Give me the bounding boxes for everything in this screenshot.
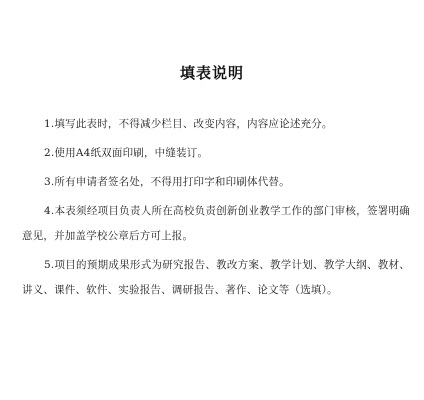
instruction-item-4: 4.本表须经项目负责人所在高校负责创新创业教学工作的部门审核，签署明确意见，并加盖学校公章后方可上报。 — [22, 205, 410, 242]
instruction-item-5: 5.项目的预期成果形式为研究报告、教改方案、教学计划、教学大纲、教材、讲义、课件、软件、实验报告、调研报告、著作、论文等（选填）。 — [22, 259, 410, 296]
instruction-item-2: 2.使用A4纸双面印刷，中缝装订。 — [44, 147, 209, 159]
instruction-list — [22, 112, 410, 307]
instruction-item-3: 3.所有申请者签名处，不得用打印字和印刷体代替。 — [44, 176, 290, 188]
instruction-item-1: 1.填写此表时，不得减少栏目、改变内容，内容应论述充分。 — [44, 118, 333, 130]
page-title: 填表说明 — [179, 64, 244, 82]
